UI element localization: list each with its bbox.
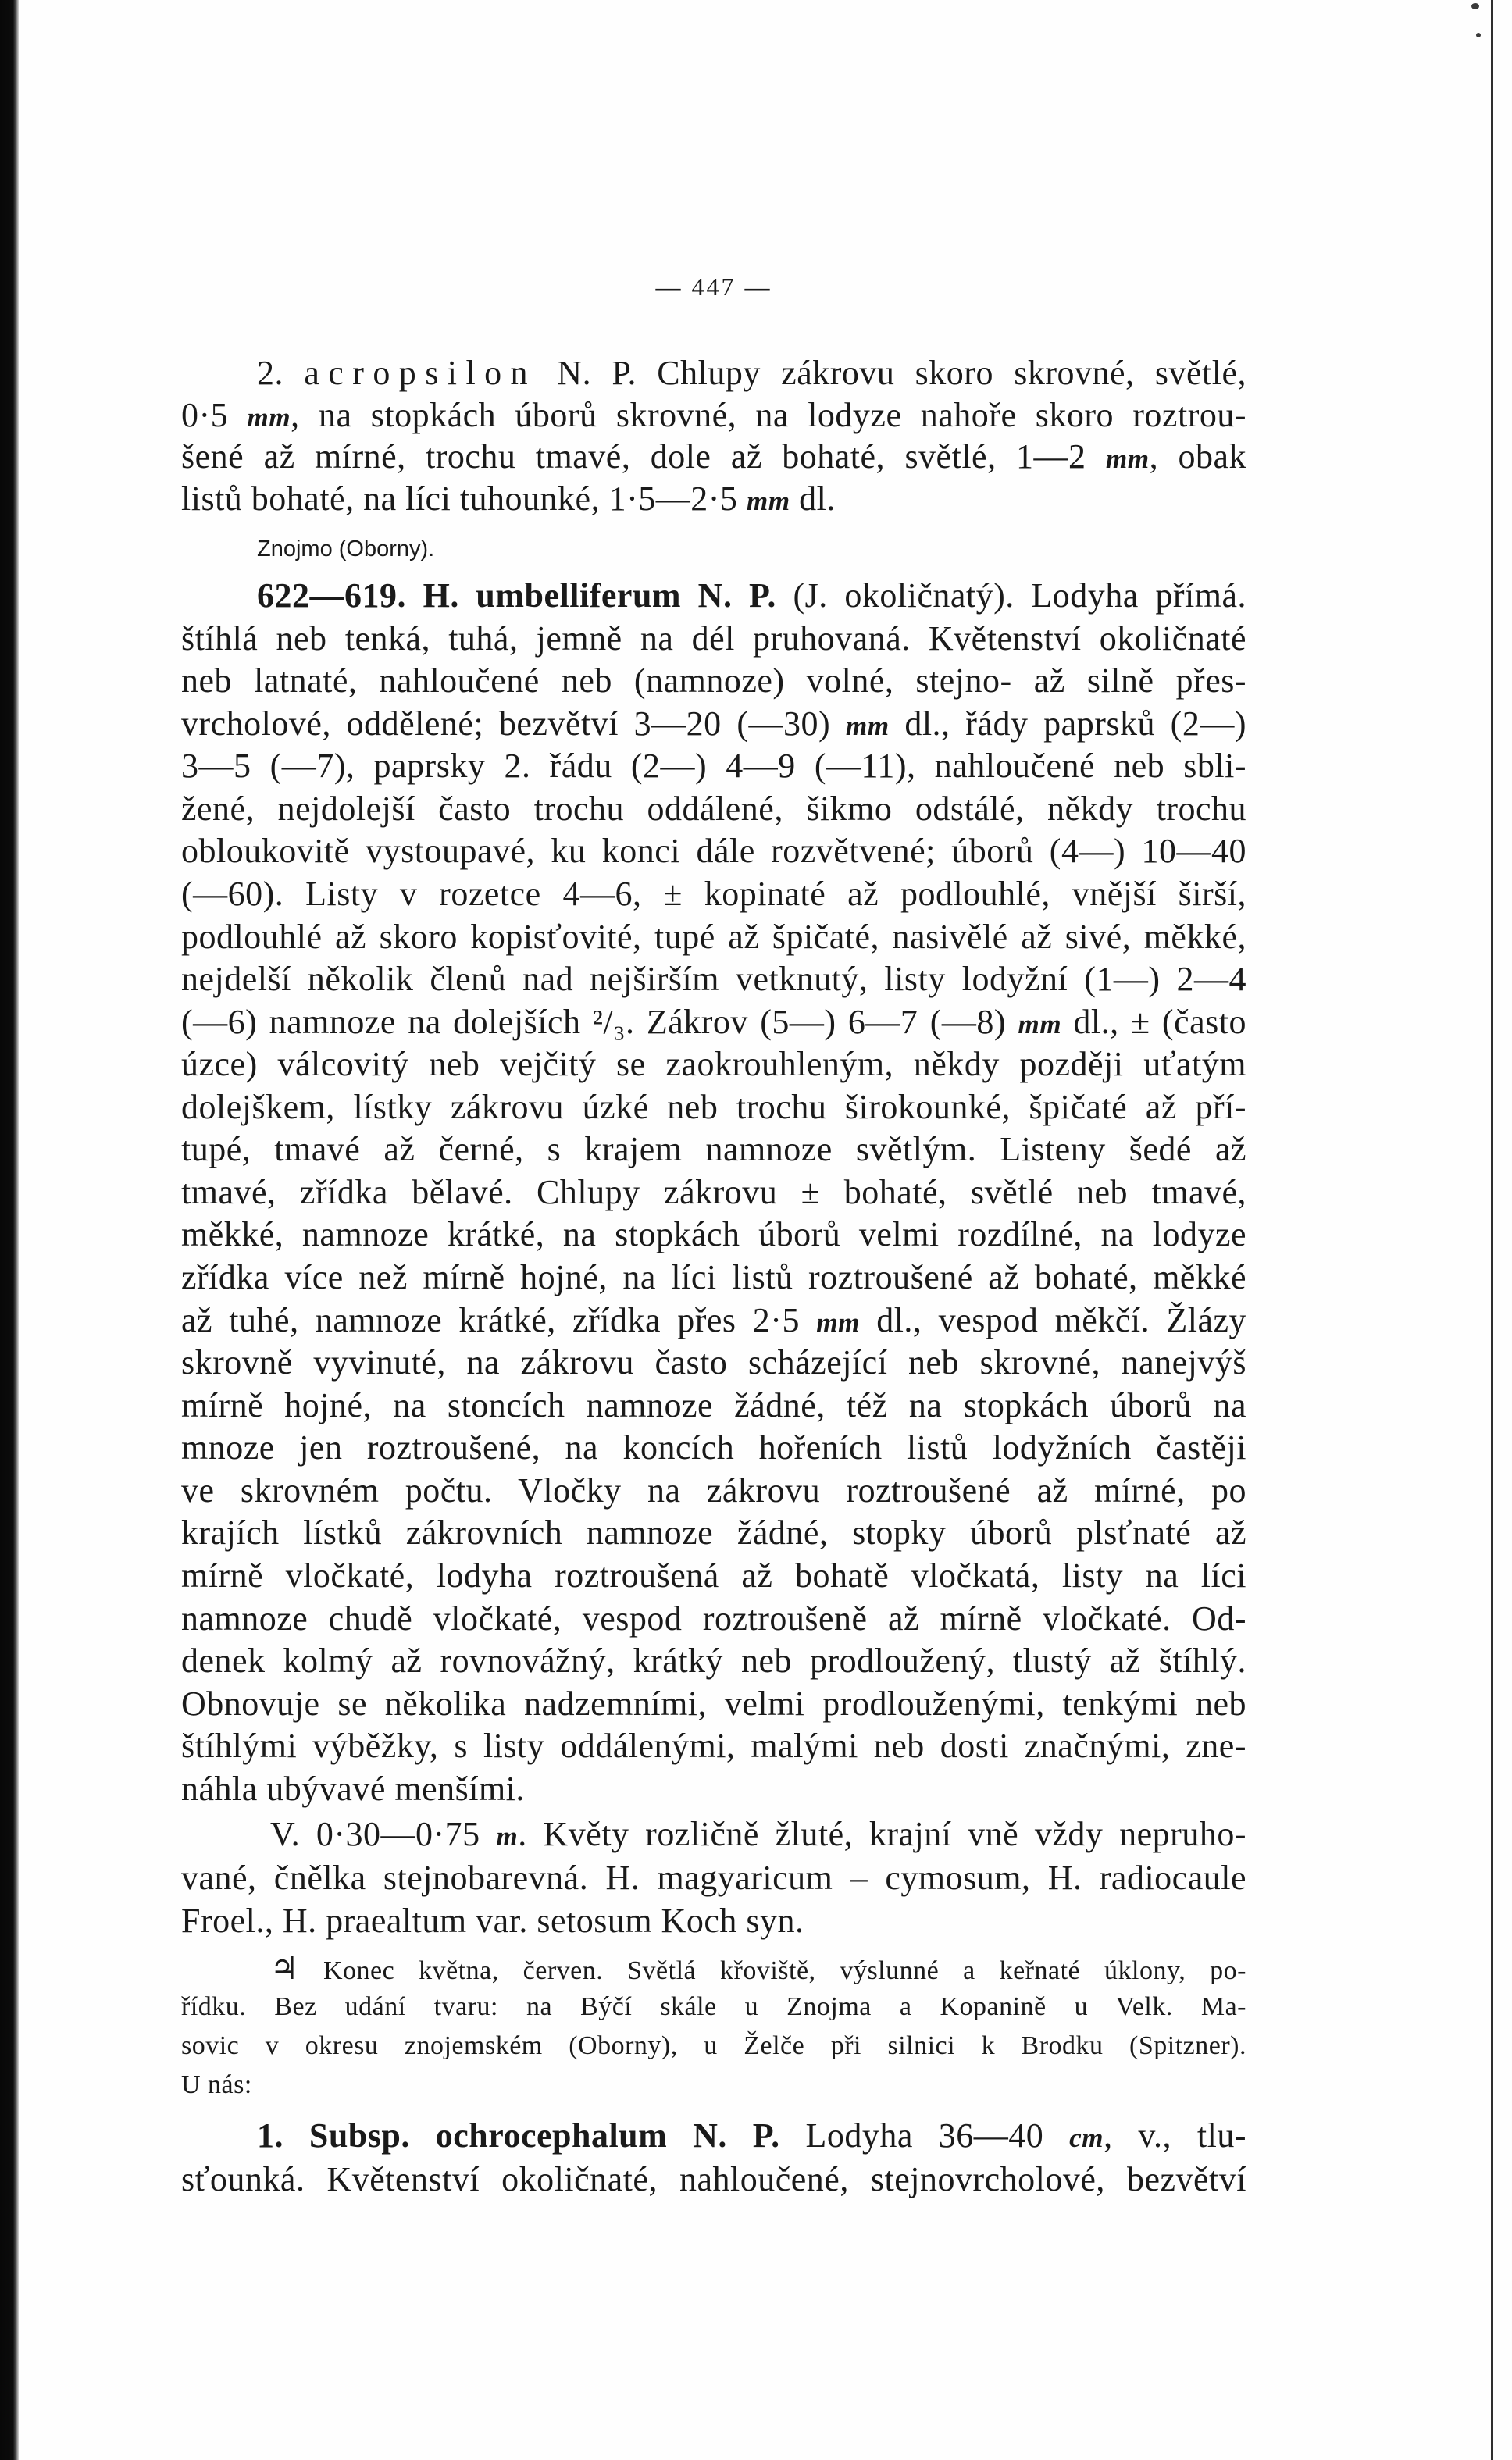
text-line: mírně vločkaté, lodyha roztroušená až bohatě vločkatá, listy na líci (181, 1556, 1246, 1595)
text-line: namnoze chudě vločkaté, vespod roztroušeně až mírně vločkaté. Od- (181, 1599, 1246, 1638)
text-line (181, 394, 1246, 437)
line-text: šené až mírné, trochu tmavé, dole až bohaté, světlé, 1—2 (181, 437, 1106, 476)
text-line: žené, nejdolejší často trochu oddálené, šikmo odstálé, někdy trochu (181, 789, 1246, 828)
line-text: dl. (790, 479, 836, 518)
text-line (181, 352, 1246, 394)
text-line: 3—5 (—7), paprsky 2. řádu (2—) 4—9 (—11), nahloučené neb sbli- (181, 747, 1246, 786)
text-line: zřídka více než mírně hojné, na líci listů roztroušené až bohaté, měkké (181, 1258, 1246, 1296)
line-text: (J. okoličnatý). Lodyha přímá. (776, 576, 1247, 615)
text-line: U nás: (181, 2070, 252, 2099)
text-line: krajích lístků zákrovních namnoze žádné, stopky úborů plsťnaté až (181, 1513, 1246, 1553)
perennial-symbol-icon: ♃ (270, 1949, 300, 1987)
text-line: nejdelší několik členů nad nejširším vetknutý, listy lodyžní (1—) 2—4 (181, 960, 1246, 999)
text-line: (—60). Listy v rozetce 4—6, ± kopinaté až podlouhlé, vnější širší, (181, 874, 1246, 913)
text-line: sťounká. Květenství okoličnaté, nahloučené, stejnovrcholové, bezvětví (181, 2160, 1246, 2198)
line-text: N. P. Chlupy zákrovu skoro skrovné, světlé, (537, 354, 1246, 392)
text-line: úzce) válcovitý neb vejčitý se zaokrouhleným, někdy později uťatým (181, 1045, 1246, 1084)
scan-speck (1476, 33, 1481, 37)
line-text: Konec května, červen. Světlá křoviště, výslunné a keřnaté úklony, po- (299, 1956, 1246, 1985)
line-text: , obak (1149, 437, 1247, 476)
text-line: sovic v okresu znojemském (Oborny), u Želče při silnici k Brodku (Spitzner). (181, 2031, 1246, 2060)
size-note (181, 1813, 1246, 1943)
line-text: Lodyha 36—40 (779, 2116, 1070, 2155)
text-line (181, 2114, 1246, 2158)
text-line (181, 1300, 1246, 1342)
line-text: vrcholové, oddělené; bezvětví 3—20 (—30) (181, 704, 846, 743)
line-text: V. 0·30—0·75 (270, 1815, 497, 1853)
line-text: (—6) namnoze na dolejších ²/₃. Zákrov (5—) 6—7 (—8) (181, 1002, 1018, 1041)
text-line (181, 703, 1246, 746)
scan-edge-left (0, 0, 19, 2460)
unit-abbreviation: mm (845, 710, 890, 741)
line-text: 0·5 (181, 395, 248, 434)
line-text: listů bohaté, na líci tuhounké, 1·5—2·5 (181, 479, 747, 518)
entry-ochrocephalum (181, 2114, 1246, 2202)
text-line: neb latnaté, nahloučené neb (namnoze) volné, stejno- až silně přes- (181, 661, 1246, 701)
text-line (181, 1001, 1246, 1044)
line-text: až tuhé, namnoze krátké, zřídka přes 2·5 (181, 1300, 817, 1339)
text-line: dolejškem, lístky zákrovu úzké neb trochu širokounké, špičaté až pří- (181, 1087, 1246, 1126)
unit-abbreviation: mm (1105, 444, 1150, 474)
text-line: tmavé, zřídka bělavé. Chlupy zákrovu ± bohaté, světlé neb tmavé, (181, 1172, 1246, 1211)
text-line: Obnovuje se několika nadzemními, velmi prodlouženými, tenkými neb (181, 1684, 1246, 1723)
text-line (181, 436, 1246, 478)
scan-edge-right (1491, 0, 1493, 2460)
text-line: mnoze jen roztroušené, na koncích hořeních listů lodyžních častěji (181, 1428, 1246, 1467)
text-line: obloukovitě vystoupavé, ku konci dále rozvětvené; úborů (4—) 10—40 (181, 832, 1246, 871)
subspecies-heading: 1. Subsp. ochrocephalum N. P. (257, 2116, 780, 2155)
text-line: ve skrovném počtu. Vločky na zákrovu roztroušené až mírné, po (181, 1471, 1246, 1510)
text-line (181, 478, 1246, 520)
phenology-note (181, 1948, 1246, 2105)
taxon-epithet: acropsilon (304, 354, 537, 392)
text-line: štíhlými výběžky, s listy oddálenými, malými neb dosti značnými, zne- (181, 1727, 1246, 1766)
text-line: řídku. Bez udání tvaru: na Býčí skále u Znojma a Kopanině u Velk. Ma- (181, 1992, 1246, 2021)
text-line: mírně hojné, na stoncích namnoze žádné, též na stopkách úborů na (181, 1385, 1246, 1424)
text-line: Froel., H. praealtum var. setosum Koch syn. (181, 1902, 804, 1940)
line-text: dl., vespod měkčí. Žlázy (859, 1300, 1246, 1339)
locality-note: Znojmo (Oborny). (257, 537, 435, 562)
text-line (181, 575, 1246, 618)
text-line (181, 1948, 1246, 1988)
text-line: podlouhlé až skoro kopisťovité, tupé až špičaté, nasivělé až sivé, měkké, (181, 917, 1246, 956)
unit-abbreviation: mm (1018, 1008, 1062, 1039)
unit-abbreviation: mm (247, 401, 291, 433)
text-line: denek kolmý až rovnovážný, krátký neb prodloužený, tlustý až štíhlý. (181, 1642, 1246, 1681)
line-text: , v., tlu- (1104, 2116, 1247, 2155)
text-line: náhla ubývavé menšími. (181, 1769, 525, 1808)
page-number: — 447 — (655, 273, 772, 301)
text-line: měkké, namnoze krátké, na stopkách úborů velmi rozdílné, na lodyze (181, 1215, 1246, 1254)
unit-abbreviation: mm (816, 1307, 860, 1338)
text-line: tupé, tmavé až černé, s krajem namnoze světlým. Listeny šedé až (181, 1130, 1246, 1169)
unit-abbreviation: mm (746, 485, 790, 516)
entry-umbelliferum (181, 575, 1246, 1810)
text-line: štíhlá neb tenká, tuhá, jemně na dél pruhovaná. Květenství okoličnaté (181, 619, 1246, 658)
unit-abbreviation: m (496, 1821, 519, 1852)
line-text: dl., řády paprsků (2—) (889, 704, 1246, 743)
text-line: skrovně vyvinuté, na zákrovu často scházející neb skrovné, nanejvýš (181, 1343, 1246, 1382)
line-text: 2. (257, 354, 305, 392)
line-text: . Květy rozličně žluté, krajní vně vždy nepruho- (518, 1815, 1246, 1853)
line-text: , na stopkách úborů skrovné, na lodyze nahoře skoro roztrou- (291, 395, 1246, 434)
text-line (181, 1813, 1246, 1856)
line-text: dl., ± (často (1061, 1002, 1246, 1041)
species-heading: 622—619. H. umbelliferum N. P. (257, 576, 776, 615)
entry-acropsilon (181, 352, 1246, 519)
scan-speck (1471, 3, 1479, 9)
unit-abbreviation: cm (1069, 2123, 1104, 2153)
text-line: vané, čnělka stejnobarevná. H. magyaricum – cymosum, H. radiocaule (181, 1858, 1246, 1897)
